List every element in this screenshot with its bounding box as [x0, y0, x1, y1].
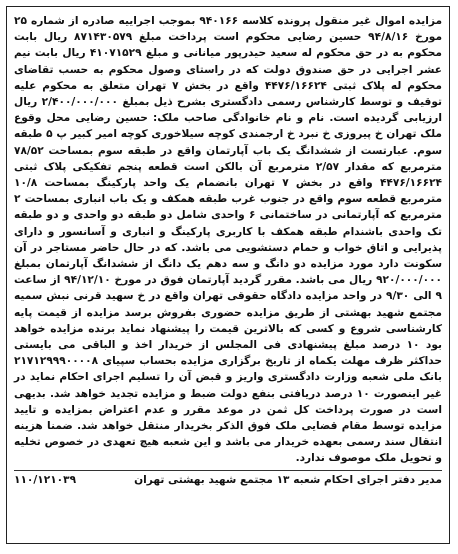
notice-body: مزایده اموال غیر منقول پرونده کلاسه ۹۴۰۱۶۶ بموجب اجراییه صادره از شماره ۲۵ مورخ ۹۴/۸/۱۶ حسین رضایی محکوم است پرداخت مبلغ ۸۷۱۴۳۰۵۷۹ ریال بابت محکوم به در حق محکوم له سعید حیدرپور میانانی و مبلغ ۴۱۰۷۱۵۲۹ ریال بابت نیم عشر اجرایی در حق صندوق دولت که در راستای وصول محکوم به حسب تقاضای محکوم له پلاک ثبتی ۴۴۷۶/۱۶۶۲۴ واقع در بخش ۷ تهران متعلق به محکوم علیه توقیف و توسط کارشناس رسمی دادگستری بشرح ذیل بمبلغ ۲/۴۰۰/۰۰۰/۰۰۰ ریال ارزیابی گردیده است. نام و نام خانوادگی صاحب ملک: حسین رضایی محل وقوع ملک تهران خ پیروزی خ نبرد خ ارجمندی کوچه سیلاخوری کوچه امیر کبیر پ ۵ طبقه سوم. عبارتست از ششدانگ یک باب آپارتمان واقع در طبقه سوم بمساحت ۷۸/۵۲ مترمربع که مقدار ۲/۵۷ مترمربع آن بالکن است قطعه پنجم تفکیکی پلاک ثبتی ۴۴۷۶/۱۶۶۲۴ واقع در بخش ۷ تهران بانضمام یک واحد پارکینگ بمساحت ۱۰/۸ مترمربع قطعه سوم واقع در جنوب غرب طبقه همکف و یک باب انباری بمساحت ۲ مترمربع که آپارتمانی در ساختمانی ۶ واحدی شامل دو طبقه دو واحدی و دو طبقه تک واحدی باشندام طبقه همکف با کاربری پارکینگ و انباری و آسانسور و دارای پذیرایی و اتاق خواب و حمام دستشویی می باشد. که در حال حاضر مستاجر در آن سکونت دارد مورد مزایده دو دانگ و سه دهم یک دانگ از ششدانگ آپارتمان بمبلغ ۹۲۰/۰۰۰/۰۰۰ ریال می باشد. مقرر گردید آپارتمان فوق در مورخ ۹۴/۱۲/۱۰ از ساعت ۹ الی ۹/۳۰ در واحد مزایده دادگاه حقوقی تهران واقع در خ سهید قرنی نبش سمیه مجتمع شهید بهشتی از طریق مزایده حضوری بفروش برسد مزایده از قیمت پایه کارشناسی شروع و کسی که بالاترین قیمت را پیشنهاد نماید برنده مزایده خواهد بود ۱۰ درصد مبلغ پیشنهادی فی المجلس از خریدار اخذ و الباقی می بایستی حداکثر ظرف مهلت یکماه از تاریخ برگزاری مزایده بحساب سپیای ۲۱۷۱۲۹۹۹۰۰۰۰۸ بانک ملی شعبه وزارت دادگستری واریز و قبض آن را تسلیم اجرای احکام نماید در غیر اینصورت ۱۰ درصد دریافتی بنفع دولت ضبط و مزایده تجدید خواهد شد. بدیهی است در صورت پرداخت کل ثمن در موعد مقرر و عدم اعتراض بمزایده و تایید مزایده توسط مقام قضایی ملک فوق الذکر بخریدار منتقل خواهد شد. ضمنا هزینه انتقال سند رسمی بعهده خریدار می باشد و این شعبه هیچ تعهدی در خصوص تخلیه و تحویل ملک موصوف ندارد.: [14, 15, 443, 465]
notice-reference-number: ۱۱۰/۱۲۱۰۳۹: [14, 473, 77, 486]
notice-footer: [14, 473, 442, 488]
divider: [14, 470, 442, 471]
footer-office-signature: مدیر دفتر اجرای احکام شعبه ۱۳ مجتمع شهید بهشتی تهران: [134, 473, 442, 486]
auction-notice: [6, 6, 450, 544]
